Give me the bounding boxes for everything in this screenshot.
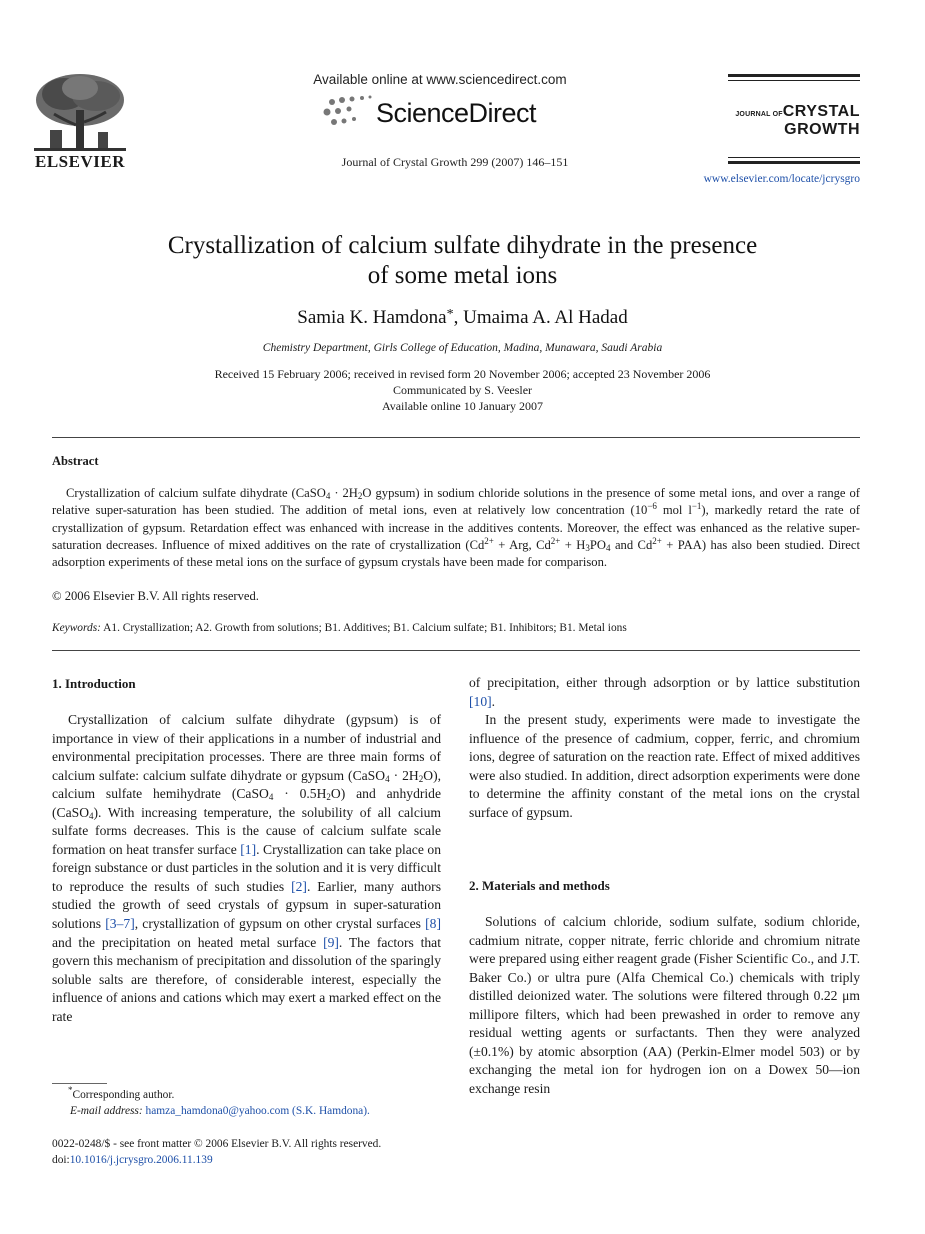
author-name: Samia K. Hamdona <box>297 307 447 328</box>
abstract-copyright: © 2006 Elsevier B.V. All rights reserved. <box>52 589 259 603</box>
affiliation: Chemistry Department, Girls College of Education, Madina, Munawara, Saudi Arabia <box>262 342 663 354</box>
doi-link[interactable]: 10.1016/j.jcrysgro.2006.11.139 <box>69 1154 213 1166</box>
footnote-divider <box>52 1083 107 1084</box>
author-name: Umaima A. Al Hadad <box>463 307 628 328</box>
footnote <box>52 1087 370 1119</box>
keywords <box>52 622 860 634</box>
section-heading-introduction: 1. Introduction <box>52 676 136 691</box>
abstract-heading: Abstract <box>52 454 99 468</box>
journal-logo-rule <box>728 80 860 81</box>
journal-logo-rule <box>728 161 860 164</box>
introduction-body: Crystallization of calcium sulfate dihydrate (gypsum) is of importance in view of their applications in a number of industrial and environmental precipitation processes. There are three main forms of calcium sulfate: calcium sulfate dihydrate or gypsum (CaSO$_4$ · $2H_2O$), calcium sulfate hemihydrate (CaSO$_4$ · $0.5H_2O$) and anhydride (CaSO$_4$). With increasing temperature, the solubility of all calcium sulfate forms decreases. This is the cause of calcium sulfate scale formation on heat transfer surface [1]. Crystallization can take place on foreign substance or dust particles in the solution and it is very difficult to reproduce the results of such studies [2]. Earlier, many authors studied the growth of seed crystals of gypsum in super-saturation solutions [3–7], crystallization of gypsum on other crystal surfaces [8] and the precipitation on heated metal surface [9]. The factors that govern this mechanism of precipitation and dissolution of the sparingly soluble salts are therefore, of considerable interest, especially the influence of anions and cations which may exert a marked effect on the rate <box>52 712 442 1024</box>
title-line: Crystallization of calcium sulfate dihydrate in the presence <box>167 232 758 259</box>
footnote-text: Corresponding author. <box>72 1089 175 1101</box>
issn-line: 0022-0248/$ - see front matter © 2006 Elsevier B.V. All rights reserved. <box>52 1138 382 1150</box>
available-online-date: Available online 10 January 2007 <box>381 399 544 413</box>
email-link[interactable]: hamza_hamdona0@yahoo.com <box>145 1105 290 1117</box>
divider <box>52 650 860 651</box>
citation-link[interactable]: [10] <box>469 693 492 709</box>
keywords-label: Keywords: <box>52 622 101 634</box>
introduction-body-continued: of precipitation, either through adsorption or by lattice substitution [10]. In the present study, experiments were made to investigate the influence of the presence of cadmium, copper, ferric, and chromium ions, degree of saturation on the reaction rate. Effect of mixed additives were also studied. In addition, direct adsorption experiments were done to determine the affinity constant of the metal ions on the crystal surface of gypsum. <box>469 675 860 820</box>
sciencedirect-brand: ScienceDirect <box>376 98 537 128</box>
author-separator: , <box>453 307 464 328</box>
journal-logo-rule <box>728 157 860 158</box>
section-heading-materials-methods: 2. Materials and methods <box>469 878 610 893</box>
paper-title <box>60 231 865 291</box>
keywords-list: A1. Crystallization; A2. Growth from solutions; B1. Additives; B1. Calcium sulfate; B1. Inhibitors; B1. Metal ions <box>103 622 627 634</box>
journal-logo <box>728 104 860 137</box>
email-owner: (S.K. Hamdona). <box>292 1105 370 1117</box>
citation-link[interactable]: [2] <box>291 878 307 894</box>
front-matter <box>52 1136 381 1168</box>
doi-label: doi: <box>52 1154 70 1166</box>
sciencedirect-dots-icon <box>322 94 372 130</box>
citation-link[interactable]: [1] <box>240 841 257 857</box>
journal-logo-small: JOURNAL OF <box>735 111 783 118</box>
author-list <box>60 307 865 329</box>
journal-logo-line1: CRYSTAL <box>782 103 860 120</box>
journal-citation: Journal of Crystal Growth 299 (2007) 146–151 <box>341 155 569 169</box>
divider <box>52 437 860 438</box>
materials-methods-body: Solutions of calcium chloride, sodium sulfate, sodium chloride, cadmium nitrate, copper nitrate, ferric chloride and chromium nitrate were prepared using either reagent grade (Fisher Scientific Co., and J.T. Baker Co.) or ultra pure (Alfa Chemical Co.) chemicals with triply distilled deionized water. The solutions were filtered through 0.22 μm millipore filters, which had been prewashed in order to remove any residual wetting agents or surfactants. Then they were analyzed (±0.1%) by atomic absorption (AA) (Perkin-Elmer model 503) or by exchanging the metal ion for hydrogen ion on a Dowex 50—ion exchange resin <box>469 914 860 1096</box>
abstract-body: Crystallization of calcium sulfate dihydrate (CaSO$_4$ · $2H_2O$ gypsum) in sodium chloride solutions in the presence of some metal ions, and over a range of relative super-saturation has been studied. The addition of metal ions, even at relatively low concentration ($10^{-6}$ mol $l^{-1}$), markedly retard the rate of crystallization of gypsum. Retardation effect was enhanced with increase in the additives contents. Moreover, the effect was enhanced as the relative super-saturation decreases. Influence of mixed additives on the rate of crystallization ($Cd^{2+}$ + Arg, $Cd^{2+} + H_3PO_4$ and $Cd^{2+} + PAA$) has also been studied. Direct adsorption experiments of these metal ions on the surface of gypsum crystals have been made for comparison. <box>52 486 860 570</box>
available-online-text: Available online at www.sciencedirect.com <box>313 72 567 87</box>
journal-url-link[interactable]: www.elsevier.com/locate/jcrysgro <box>703 173 860 185</box>
footnote-mark: * <box>68 1085 73 1095</box>
received-dates: Received 15 February 2006; received in revised form 20 November 2006; accepted 23 November 2006 <box>214 367 711 381</box>
citation-link[interactable]: [3–7] <box>105 916 135 932</box>
email-label: E-mail address: <box>70 1105 143 1117</box>
title-line: of some metal ions <box>367 262 558 289</box>
publisher-name: ELSEVIER <box>35 152 125 171</box>
citation-link[interactable]: [8] <box>425 916 442 932</box>
communicated-by: Communicated by S. Veesler <box>392 383 533 397</box>
journal-logo-line2: GROWTH <box>784 121 860 138</box>
journal-logo-rule <box>728 74 860 77</box>
citation-link[interactable]: [9] <box>323 934 339 950</box>
corresponding-author-mark[interactable]: * <box>446 307 454 322</box>
